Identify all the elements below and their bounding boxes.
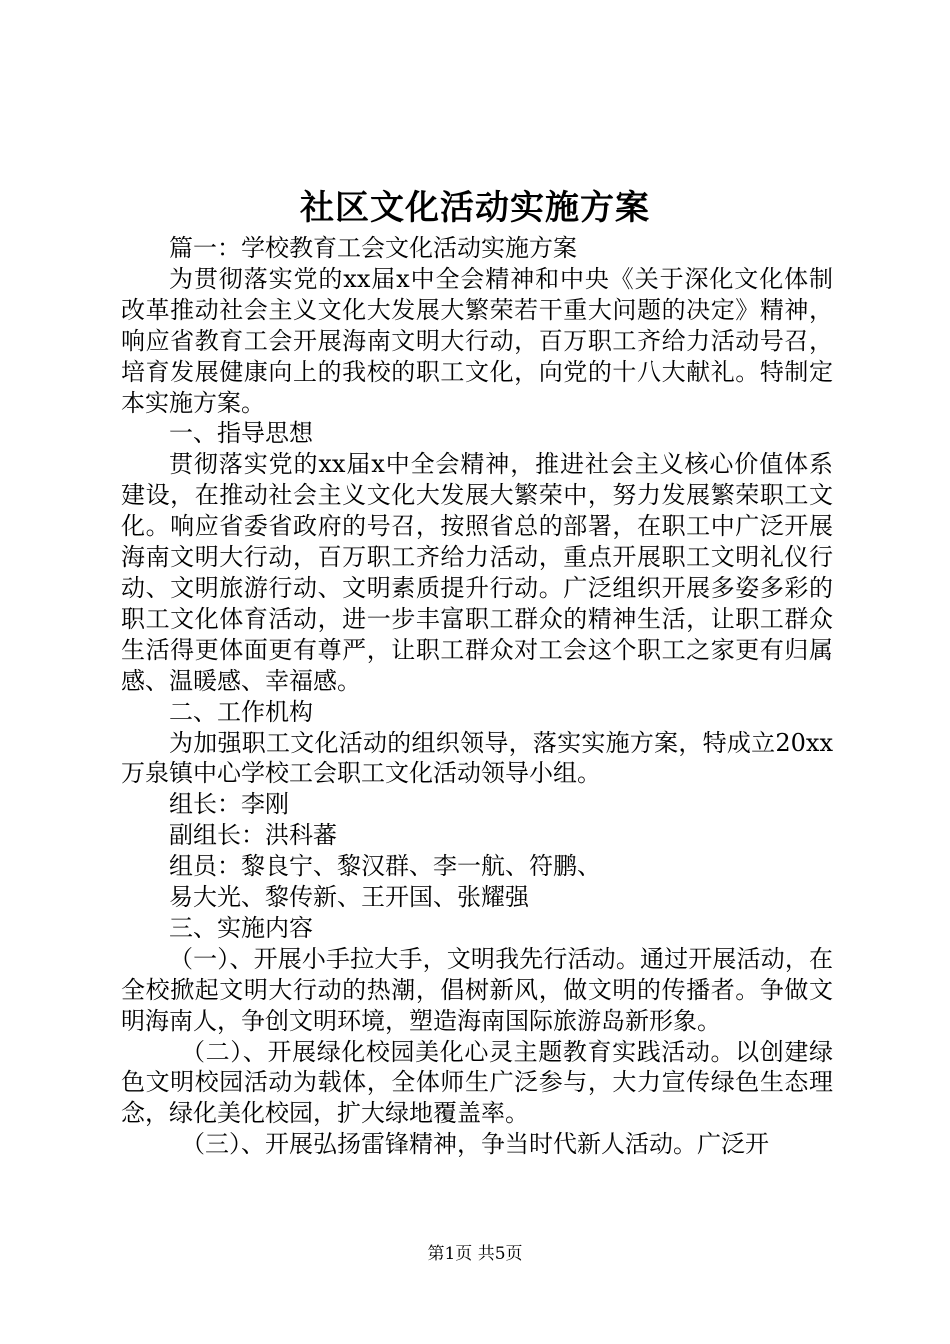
section-heading: 一、指导思想	[169, 419, 313, 448]
paragraph: 贯彻落实党的xx届x中全会精神，推进社会主义核心价值体系建设，在推动社会主义文化大发展大繁荣中，努力发展繁荣职工文化。响应省委省政府的号召，按照省总的部署，在职工中广泛开展海南文明大行动，百万职工齐给力活动，重点开展职工文明礼仪行动、文明旅游行动、文明素质提升行动。广泛组织开展多姿多彩的职工文化体育活动，进一步丰富职工群众的精神生活，让职工群众生活得更体面更有尊严，让职工群众对工会这个职工之家更有归属感、温暖感、幸福感。	[121, 450, 833, 695]
paragraph: 组员：黎良宁、黎汉群、李一航、符鹏、	[169, 852, 601, 881]
document-title: 社区文化活动实施方案	[300, 188, 650, 228]
paragraph: 为加强职工文化活动的组织领导，落实实施方案，特成立20xx万泉镇中心学校工会职工文化活动领导小组。	[121, 728, 833, 788]
paragraph: 篇一：学校教育工会文化活动实施方案	[169, 234, 577, 262]
paragraph: 易大光、黎传新、王开国、张耀强	[169, 883, 529, 912]
page-footer: 第1页 共5页	[427, 1244, 523, 1264]
paragraph: （二）、开展绿化校园美化心灵主题教育实践活动。以创建绿色文明校园活动为载体，全体师生广泛参与，大力宣传绿色生态理念，绿化美化校园，扩大绿地覆盖率。	[121, 1037, 833, 1128]
paragraph: （三）、开展弘扬雷锋精神，争当时代新人活动。广泛开	[181, 1130, 769, 1159]
section-heading: 二、工作机构	[169, 697, 313, 726]
paragraph: （一）、开展小手拉大手，文明我先行活动。通过开展活动，在全校掀起文明大行动的热潮，倡树新风，做文明的传播者。争做文明海南人，争创文明环境，塑造海南国际旅游岛新形象。	[121, 944, 833, 1035]
paragraph: 副组长：洪科蕃	[169, 821, 337, 850]
section-heading: 三、实施内容	[169, 913, 313, 942]
document-body	[121, 233, 833, 1160]
paragraph: 组长：李刚	[169, 790, 289, 819]
paragraph: 为贯彻落实党的xx届x中全会精神和中央《关于深化文化体制改革推动社会主义文化大发展大繁荣若干重大问题的决定》精神，响应省教育工会开展海南文明大行动，百万职工齐给力活动号召，培育发展健康向上的我校的职工文化，向党的十八大献礼。特制定本实施方案。	[121, 264, 833, 417]
